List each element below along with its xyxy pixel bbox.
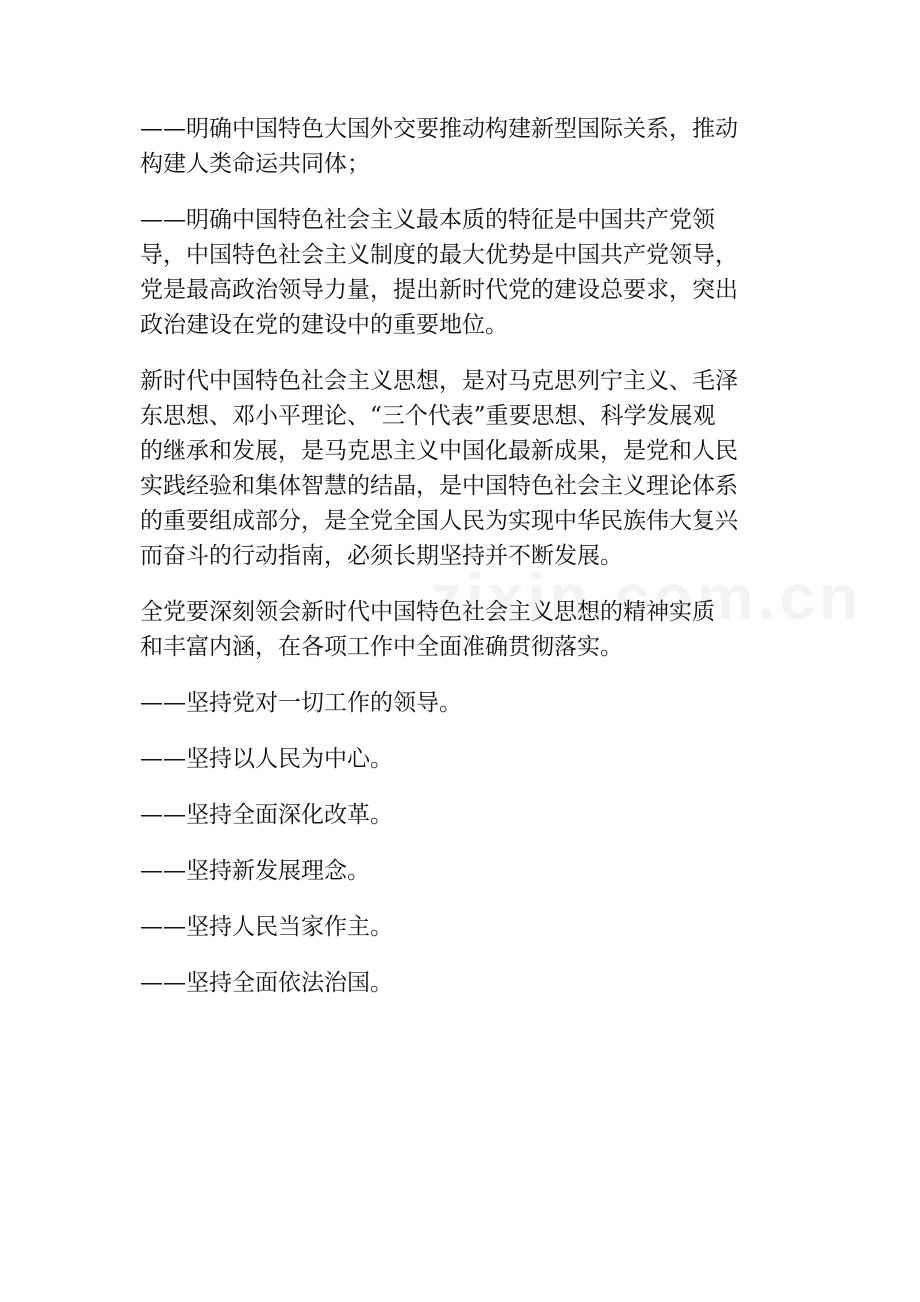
- paragraph: [140, 595, 790, 665]
- text-line: ——坚持党对一切工作的领导。: [140, 690, 462, 716]
- list-item: [140, 686, 790, 721]
- text-line: 导，中国特色社会主义制度的最大优势是中国共产党领导，: [140, 242, 738, 268]
- text-line: 构建人类命运共同体；: [140, 151, 370, 177]
- text-line: ——坚持全面深化改革。: [140, 802, 393, 828]
- text-line: ——明确中国特色社会主义最本质的特征是中国共产党领: [140, 207, 715, 233]
- text-line: 实践经验和集体智慧的结晶，是中国特色社会主义理论体系: [140, 473, 738, 499]
- list-item: [140, 854, 790, 889]
- text-line: 和丰富内涵，在各项工作中全面准确贯彻落实。: [140, 634, 623, 660]
- text-line: 党是最高政治领导力量，提出新时代党的建设总要求，突出: [140, 277, 738, 303]
- list-item: [140, 910, 790, 945]
- text-line: 政治建设在党的建设中的重要地位。: [140, 312, 508, 338]
- text-line: 全党要深刻领会新时代中国特色社会主义思想的精神实质: [140, 599, 715, 625]
- paragraph: [140, 112, 790, 182]
- text-line: 新时代中国特色社会主义思想，是对马克思列宁主义、毛泽: [140, 368, 738, 394]
- text-line: 的重要组成部分，是全党全国人民为实现中华民族伟大复兴: [140, 508, 738, 534]
- paragraph: [140, 364, 790, 574]
- text-line: ——坚持全面依法治国。: [140, 970, 393, 996]
- list-item: [140, 966, 790, 1001]
- text-line: ——坚持以人民为中心。: [140, 746, 393, 772]
- text-line: ——坚持新发展理念。: [140, 858, 370, 884]
- text-line: ——明确中国特色大国外交要推动构建新型国际关系，推动: [140, 116, 738, 142]
- paragraph: [140, 203, 790, 343]
- document-body: [140, 112, 790, 1001]
- text-line: ——坚持人民当家作主。: [140, 914, 393, 940]
- text-line: 东思想、邓小平理论、“三个代表”重要思想、科学发展观: [140, 403, 716, 429]
- list-item: [140, 798, 790, 833]
- text-line: 的继承和发展，是马克思主义中国化最新成果，是党和人民: [140, 438, 738, 464]
- text-line: 而奋斗的行动指南，必须长期坚持并不断发展。: [140, 543, 623, 569]
- list-item: [140, 742, 790, 777]
